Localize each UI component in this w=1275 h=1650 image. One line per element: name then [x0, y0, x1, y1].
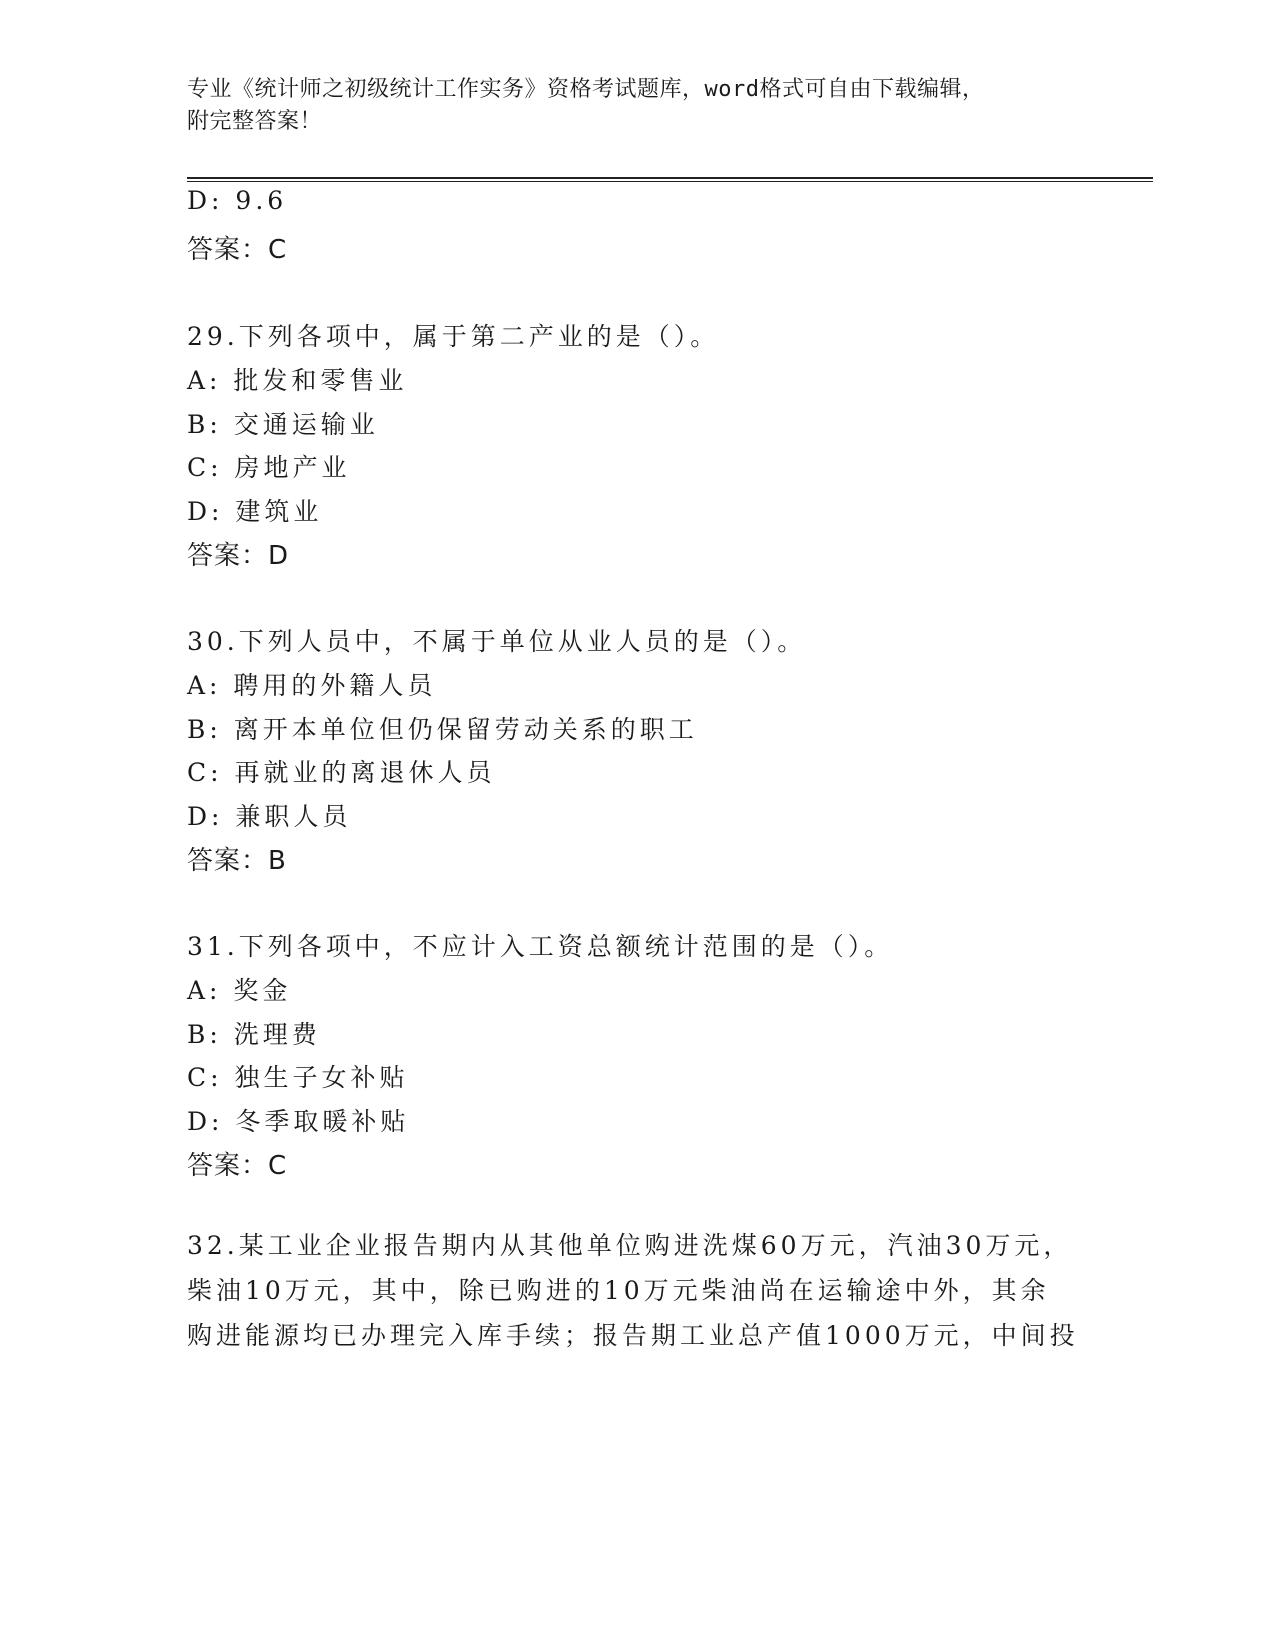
prev-answer: 答案：C — [187, 235, 288, 265]
question-31-answer: 答案：C — [187, 1151, 288, 1181]
question-29-answer: 答案：D — [187, 541, 290, 571]
question-32-line-1: 32.某工业企业报告期内从其他单位购进洗煤60万元，汽油30万元， — [187, 1231, 1073, 1260]
question-29-option-d: D: 建筑业 — [187, 497, 323, 526]
question-29-option-c: C: 房地产业 — [187, 453, 351, 482]
question-32-line-2: 柴油10万元，其中，除已购进的10万元柴油尚在运输途中外，其余 — [187, 1276, 1050, 1305]
question-31-option-a: A: 奖金 — [187, 976, 292, 1005]
question-31-option-c: C: 独生子女补贴 — [187, 1063, 409, 1092]
question-31-stem: 31.下列各项中，不应计入工资总额统计范围的是（）。 — [187, 932, 894, 961]
question-30-stem: 30.下列人员中，不属于单位从业人员的是（）。 — [187, 627, 807, 656]
question-31-option-d: D: 冬季取暖补贴 — [187, 1107, 410, 1136]
document-header — [187, 74, 1067, 138]
question-30-option-a: A: 聘用的外籍人员 — [187, 671, 437, 700]
question-30-option-d: D: 兼职人员 — [187, 802, 352, 831]
question-32-stem — [187, 1223, 1087, 1358]
question-30-option-b: B: 离开本单位但仍保留劳动关系的职工 — [187, 715, 698, 744]
question-31-option-b: B: 洗理费 — [187, 1020, 321, 1049]
question-29-stem: 29.下列各项中，属于第二产业的是（）。 — [187, 322, 720, 351]
header-line-1: 专业《统计师之初级统计工作实务》资格考试题库，word格式可自由下载编辑， — [187, 77, 985, 102]
question-32-line-3: 购进能源均已办理完入库手续；报告期工业总产值1000万元，中间投 — [187, 1321, 1079, 1350]
question-30-option-c: C: 再就业的离退休人员 — [187, 758, 496, 787]
question-29-option-a: A: 批发和零售业 — [187, 366, 408, 395]
header-divider — [187, 177, 1153, 182]
header-line-2: 附完整答案！ — [187, 109, 323, 134]
prev-option-d: D: 9.6 — [187, 186, 288, 215]
question-29-option-b: B: 交通运输业 — [187, 410, 379, 439]
question-30-answer: 答案：B — [187, 846, 287, 876]
